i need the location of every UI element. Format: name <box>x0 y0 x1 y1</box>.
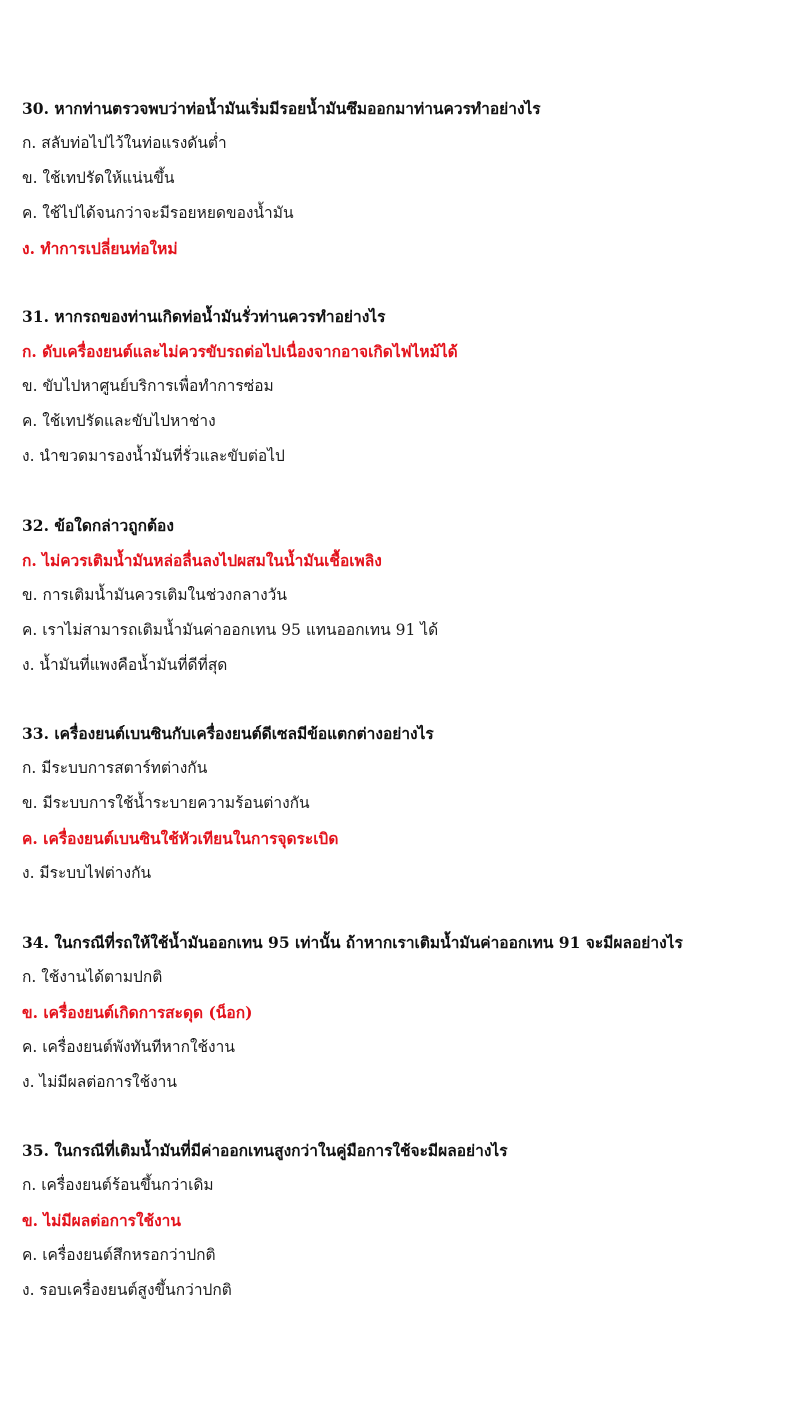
question-text: 30. หากท่านตรวจพบว่าท่อน้ำมันเริ่มมีรอยน้ำมันซึมออกมาท่านควรทำอย่างไร <box>22 99 541 118</box>
choice-b: ข. มีระบบการใช้น้ำระบายความร้อนต่างกัน <box>22 794 310 812</box>
choice-c: ค. เครื่องยนต์พังทันทีหากใช้งาน <box>22 1038 235 1056</box>
question-text: 34. ในกรณีที่รถให้ใช้น้ำมันออกเทน 95 เท่านั้น ถ้าหากเราเติมน้ำมันค่าออกเทน 91 จะมีผลอย่างไร <box>22 933 683 952</box>
choice-d: ง. ไม่มีผลต่อการใช้งาน <box>22 1073 177 1091</box>
choice-c: ค. เราไม่สามารถเติมน้ำมันค่าออกเทน 95 แทนออกเทน 91 ได้ <box>22 621 439 639</box>
choice-a-correct-answer: ก. ไม่ควรเติมน้ำมันหล่อลื่นลงไปผสมในน้ำมันเชื้อเพลิง <box>22 551 382 570</box>
question-text: 33. เครื่องยนต์เบนซินกับเครื่องยนต์ดีเซลมีข้อแตกต่างอย่างไร <box>22 724 434 743</box>
choice-d: ง. นำขวดมารองน้ำมันที่รั่วและขับต่อไป <box>22 447 285 465</box>
choice-b: ข. ขับไปหาศูนย์บริการเพื่อทำการซ่อม <box>22 377 274 395</box>
question-block-31 <box>22 299 782 474</box>
question-block-34 <box>22 925 782 1100</box>
choice-a: ก. ใช้งานได้ตามปกติ <box>22 968 163 986</box>
question-text: 35. ในกรณีที่เติมน้ำมันที่มีค่าออกเทนสูงกว่าในคู่มือการใช้จะมีผลอย่างไร <box>22 1141 508 1160</box>
choice-a: ก. มีระบบการสตาร์ทต่างกัน <box>22 759 208 777</box>
choice-b-correct-answer: ข. เครื่องยนต์เกิดการสะดุด (น็อก) <box>22 1003 253 1022</box>
choice-a: ก. เครื่องยนต์ร้อนขึ้นกว่าเดิม <box>22 1176 214 1194</box>
choice-b: ข. ใช้เทปรัดให้แน่นขึ้น <box>22 169 175 187</box>
question-text: 31. หากรถของท่านเกิดท่อน้ำมันรั่วท่านควรทำอย่างไร <box>22 307 386 326</box>
question-text: 32. ข้อใดกล่าวถูกต้อง <box>22 516 174 535</box>
choice-d: ง. รอบเครื่องยนต์สูงขึ้นกว่าปกติ <box>22 1281 232 1299</box>
question-block-30 <box>22 91 782 266</box>
choice-b: ข. การเติมน้ำมันควรเติมในช่วงกลางวัน <box>22 586 287 604</box>
choice-c: ค. ใช้ไปได้จนกว่าจะมีรอยหยดของน้ำมัน <box>22 204 294 222</box>
choice-c-correct-answer: ค. เครื่องยนต์เบนซินใช้หัวเทียนในการจุดระเบิด <box>22 829 339 848</box>
choice-a-correct-answer: ก. ดับเครื่องยนต์และไม่ควรขับรถต่อไปเนื่องจากอาจเกิดไฟไหม้ได้ <box>22 342 458 361</box>
choice-a: ก. สลับท่อไปไว้ในท่อแรงดันต่ำ <box>22 134 227 152</box>
question-block-32 <box>22 508 782 683</box>
choice-d-correct-answer: ง. ทำการเปลี่ยนท่อใหม่ <box>22 239 178 258</box>
choice-d: ง. มีระบบไฟต่างกัน <box>22 864 152 882</box>
choice-c: ค. ใช้เทปรัดและขับไปหาช่าง <box>22 412 216 430</box>
question-block-35 <box>22 1133 782 1308</box>
choice-b-correct-answer: ข. ไม่มีผลต่อการใช้งาน <box>22 1211 181 1230</box>
question-block-33 <box>22 716 782 891</box>
choice-d: ง. น้ำมันที่แพงคือน้ำมันที่ดีที่สุด <box>22 656 228 674</box>
choice-c: ค. เครื่องยนต์สึกหรอกว่าปกติ <box>22 1246 216 1264</box>
